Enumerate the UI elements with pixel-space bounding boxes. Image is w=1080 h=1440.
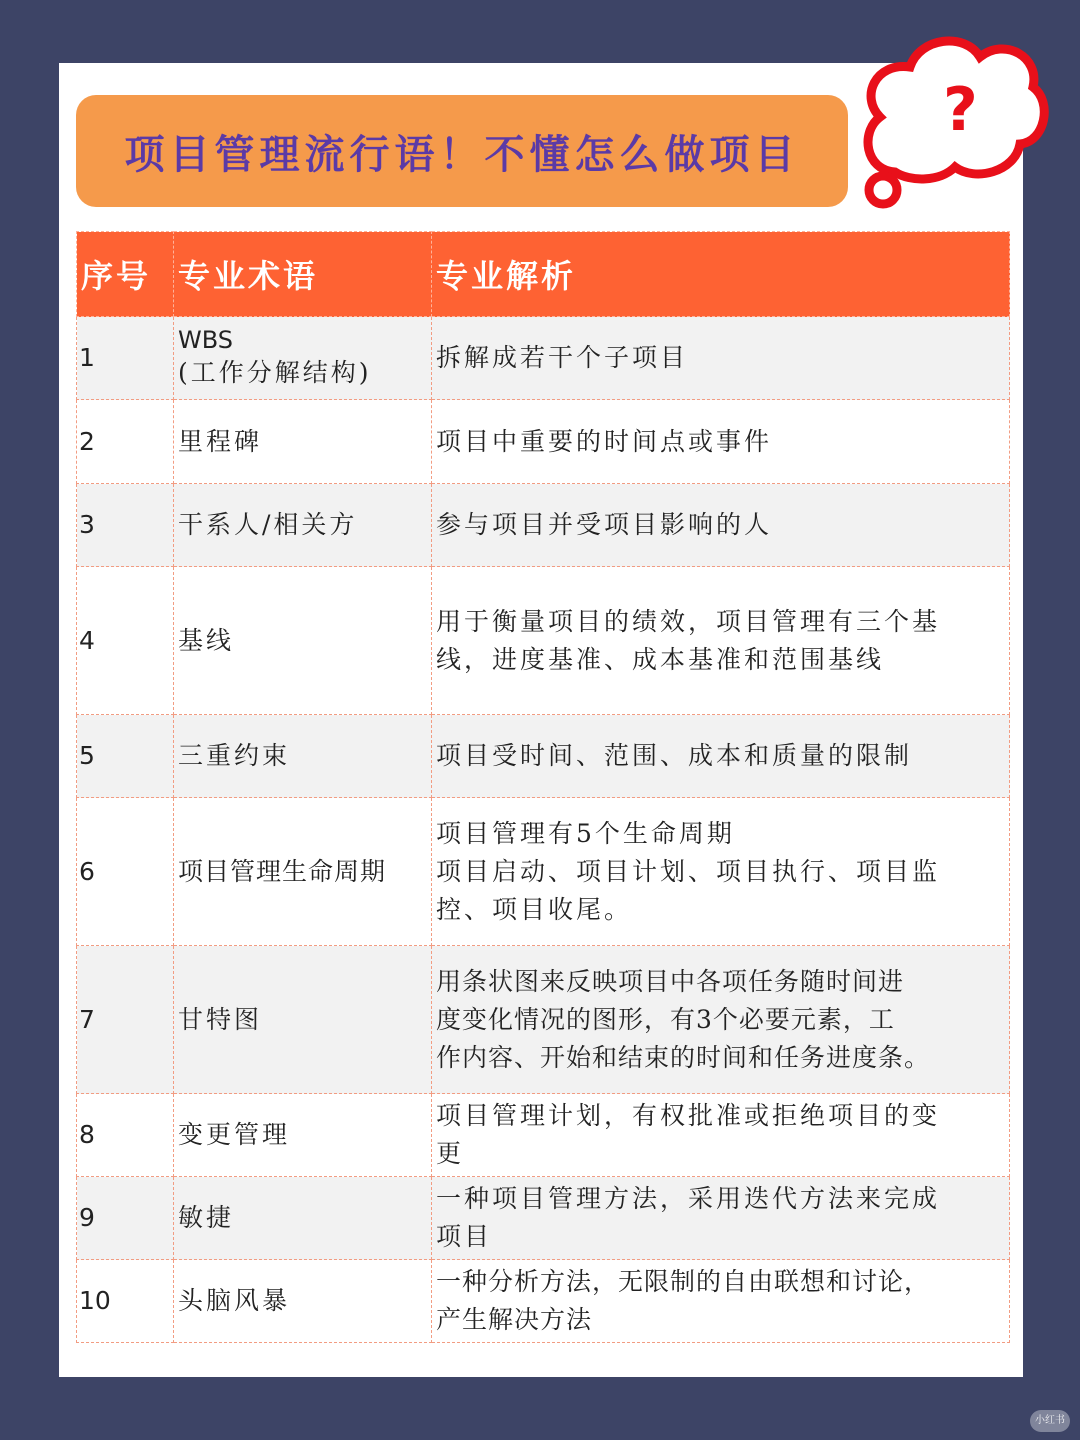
question-mark-glyph: ? — [943, 75, 978, 145]
table-row — [77, 946, 1010, 1094]
row-number: 4 — [77, 567, 174, 715]
row-number: 6 — [77, 798, 174, 946]
row-number: 1 — [77, 317, 174, 400]
row-explanation: 一种分析方法，无限制的自由联想和讨论， 产生解决方法 — [432, 1260, 1010, 1343]
table-row — [77, 567, 1010, 715]
row-term: 头脑风暴 — [174, 1260, 432, 1343]
row-explanation: 一种项目管理方法，采用迭代方法来完成 项目 — [432, 1177, 1010, 1260]
table-row — [77, 1094, 1010, 1177]
terms-table — [76, 231, 1010, 1343]
table-row — [77, 400, 1010, 484]
header-number: 序号 — [77, 232, 174, 317]
row-term: 项目管理生命周期 — [174, 798, 432, 946]
row-number: 9 — [77, 1177, 174, 1260]
row-number: 7 — [77, 946, 174, 1094]
title-banner — [76, 95, 848, 207]
row-explanation: 项目中重要的时间点或事件 — [432, 400, 1010, 484]
row-term-en: WBS — [178, 326, 234, 354]
cloud-small-bubble — [869, 176, 897, 204]
row-explanation: 用于衡量项目的绩效，项目管理有三个基 线，进度基准、成本基准和范围基线 — [432, 567, 1010, 715]
row-term: 三重约束 — [174, 715, 432, 798]
row-number: 3 — [77, 484, 174, 567]
row-term: 变更管理 — [174, 1094, 432, 1177]
table-row — [77, 484, 1010, 567]
row-explanation: 项目受时间、范围、成本和质量的限制 — [432, 715, 1010, 798]
row-term: 敏捷 — [174, 1177, 432, 1260]
row-number: 10 — [77, 1260, 174, 1343]
table-row — [77, 1177, 1010, 1260]
table-row — [77, 317, 1010, 400]
table-row — [77, 798, 1010, 946]
header-explanation: 专业解析 — [432, 232, 1010, 317]
page-title: 项目管理流行语！不懂怎么做项目 — [124, 130, 800, 178]
row-term-cn: (工作分解结构) — [178, 358, 372, 387]
table-header-row — [77, 232, 1010, 317]
row-term: 干系人/相关方 — [174, 484, 432, 567]
row-explanation: 参与项目并受项目影响的人 — [432, 484, 1010, 567]
question-cloud-icon — [855, 22, 1050, 212]
row-number: 2 — [77, 400, 174, 484]
table-row — [77, 715, 1010, 798]
watermark-logo: 小红书 — [1030, 1410, 1070, 1432]
row-number: 8 — [77, 1094, 174, 1177]
row-explanation: 拆解成若干个子项目 — [432, 317, 1010, 400]
row-explanation: 项目管理计划，有权批准或拒绝项目的变 更 — [432, 1094, 1010, 1177]
row-term: 里程碑 — [174, 400, 432, 484]
row-explanation: 用条状图来反映项目中各项任务随时间进 度变化情况的图形，有3个必要元素，工 作内容、开始和结束的时间和任务进度条。 — [432, 946, 1010, 1094]
header-term: 专业术语 — [174, 232, 432, 317]
row-number: 5 — [77, 715, 174, 798]
row-term: 基线 — [174, 567, 432, 715]
table-row — [77, 1260, 1010, 1343]
row-term: 甘特图 — [174, 946, 432, 1094]
row-term — [174, 317, 432, 400]
row-explanation: 项目管理有5个生命周期 项目启动、项目计划、项目执行、项目监 控、项目收尾。 — [432, 798, 1010, 946]
